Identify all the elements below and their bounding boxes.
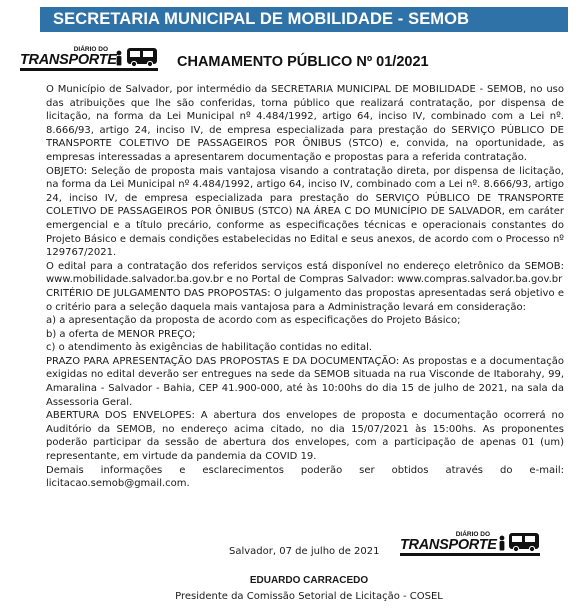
logo-word: TRANSPORTE <box>20 52 117 68</box>
logo-underline <box>20 68 158 71</box>
person-icon <box>114 50 124 66</box>
bus-icon <box>508 532 540 552</box>
bus-icon <box>126 47 158 67</box>
signer-role: Presidente da Comissão Setorial de Licitação - COSEL <box>175 591 443 602</box>
document-title: CHAMAMENTO PÚBLICO Nº 01/2021 <box>177 54 429 70</box>
object-paragraph: OBJETO: Seleção de proposta mais vantajosa visando a contratação direta, por dispensa de licitação, na forma da Lei Municipal nº 4.484/1992, artigo 64, inciso IV, combinado com a Lei nº. 8.666/93, artigo 24, inciso IV, de empresa especializada para prestação do SERVIÇO PÚBLICO DE TRANSPORTE COLETIVO DE PASSAGEIROS POR ÔNIBUS (STCO) NA ÁREA C DO MUNICÍPIO DE SALVADOR, em caráter emergencial e a título precário, conforme as especificações técnicas e operacionais constantes do Projeto Básico e demais condições estabelecidas no Edital e seus anexos, de acordo com o Processo nº 129767/2021. <box>46 165 564 259</box>
signoff-date: Salvador, 07 de julho de 2021 <box>229 546 380 557</box>
edital-paragraph: O edital para a contratação dos referidos serviços está disponível no endereço eletrônico da SEMOB: www.mobilidade.salvador.ba.gov.br e no Portal de Compras Salvador: www.compras.salvador.ba.gov.br <box>46 260 564 286</box>
logo-top-text: DIÁRIO DO <box>73 46 108 53</box>
criteria-item-c: c) o atendimento às exigências de habilitação contidas no edital. <box>46 342 373 354</box>
criteria-item-a: a) a apresentação da proposta de acordo com as especificações do Projeto Básico; <box>46 315 461 327</box>
department-banner <box>40 7 568 32</box>
criteria-paragraph: CRITÉRIO DE JULGAMENTO DAS PROPOSTAS: O julgamento das propostas apresentadas será objetivo e o critério para a seleção daquela mais vantajosa para a Administração levará em consideração: <box>46 287 564 313</box>
diario-do-transporte-logo <box>18 46 160 72</box>
logo-top-text: DIÁRIO DO <box>455 531 490 538</box>
diario-do-transporte-logo-bottom <box>398 531 542 557</box>
intro-paragraph: O Município de Salvador, por intermédio da SECRETARIA MUNICIPAL DE MOBILIDADE - SEMOB, no uso das atribuições que lhe são conferidas, torna público que realizará contratação, por dispensa de licitação, na forma da Lei Municipal nº 4.484/1992, artigo 64, inciso IV, combinado com a Lei nº. 8.666/93, artigo 24, inciso IV, de empresa especializada para prestação do SERVIÇO PÚBLICO DE TRANSPORTE COLETIVO DE PASSAGEIROS POR ÔNIBUS (STCO) e, convida, na oportunidade, as empresas interessadas a apresentarem documentação e propostas para a referida contratação. <box>46 84 564 163</box>
signer-name: EDUARDO CARRACEDO <box>249 575 369 586</box>
deadline-paragraph: PRAZO PARA APRESENTAÇÃO DAS PROPOSTAS E DA DOCUMENTAÇÃO: As propostas e a documentação exigidas no edital deverão ser entregues na sede da SEMOB situada na rua Visconde de Itaborahy, 99, Amaralina - Salvador - Bahia, CEP 41.900-000, até às 10:00hs do dia 15 de julho de 2021, na sala da Assessoria Geral. <box>46 355 564 408</box>
opening-paragraph: ABERTURA DOS ENVELOPES: A abertura dos envelopes de proposta e documentação ocorrerá no Auditório da SEMOB, no endereço acima citado, no dia 15/07/2021 às 15:00hs. As proponentes poderão participar da sessão de abertura dos envelopes, com a participação de apenas 01 (um) representante, em virtude da pandemia da COVID 19. <box>46 410 564 463</box>
notice-body <box>46 83 564 491</box>
logo-word: TRANSPORTE <box>400 537 497 553</box>
logo-underline <box>400 553 540 556</box>
person-icon <box>497 535 507 551</box>
criteria-item-b: b) a oferta de MENOR PREÇO; <box>46 328 196 340</box>
contact-paragraph: Demais informações e esclarecimentos poderão ser obtidos através do e-mail: licitacao.semob@gmail.com. <box>46 464 564 490</box>
department-title: SECRETARIA MUNICIPAL DE MOBILIDADE - SEMOB <box>53 10 470 28</box>
